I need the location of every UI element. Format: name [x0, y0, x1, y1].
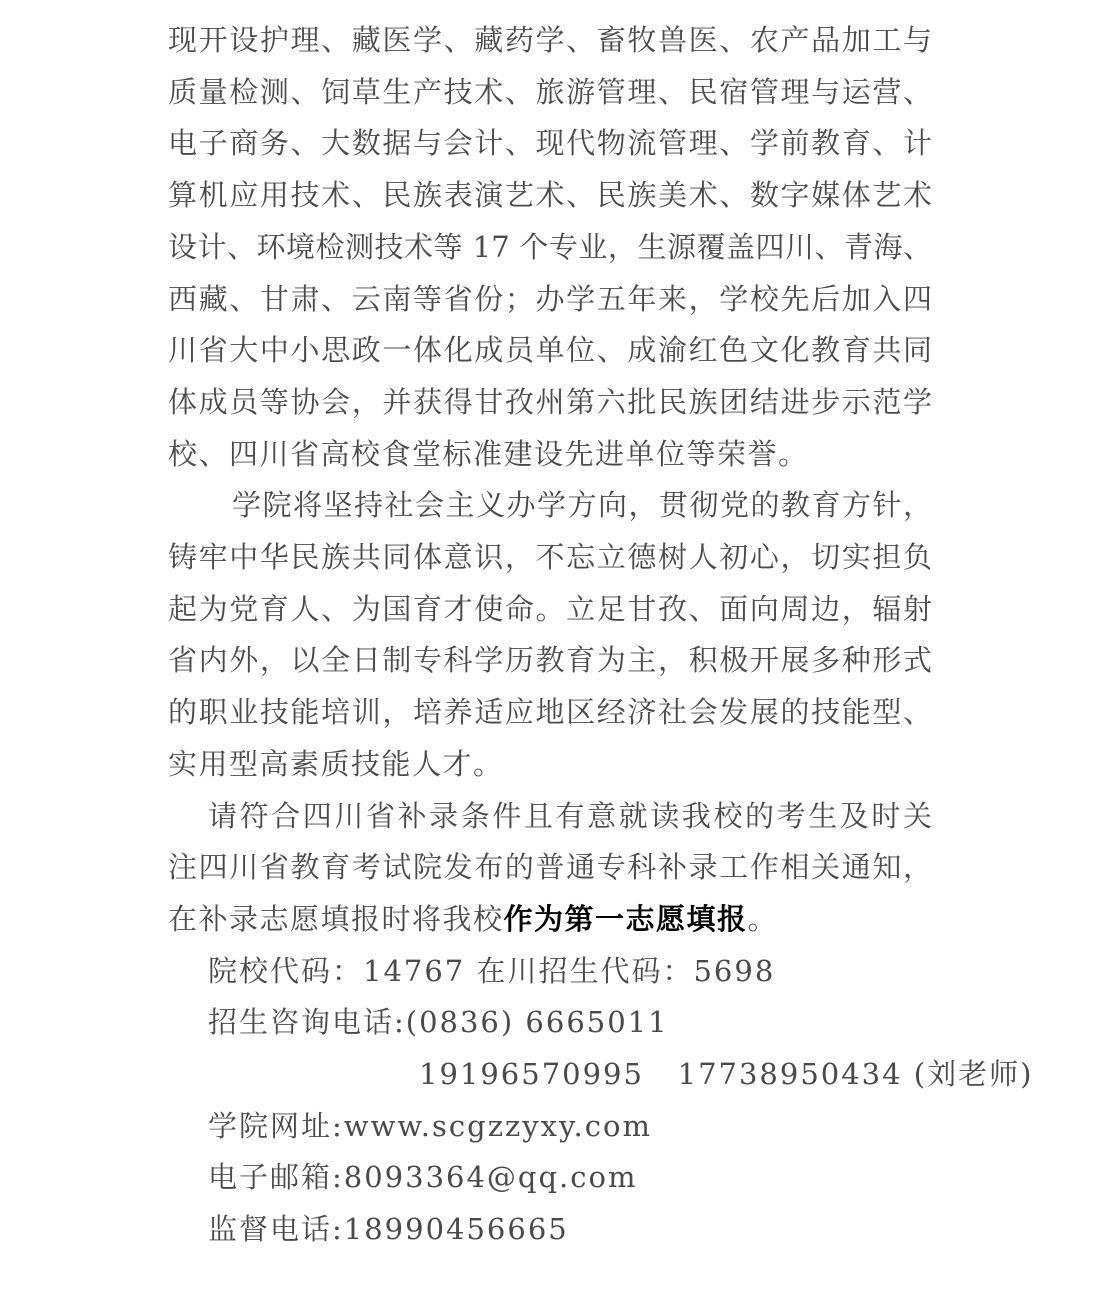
paragraph1-line: 西藏、甘肃、云南等省份；办学五年来，学校先后加入四: [168, 281, 932, 316]
paragraph2-line: 实用型高素质技能人才。: [168, 746, 504, 781]
paragraph3-emphasis: 作为第一志愿填报: [503, 901, 748, 936]
paragraph2-line: 学院将坚持社会主义办学方向，贯彻党的教育方针，: [232, 488, 932, 523]
paragraph2-line: 的职业技能培训，培养适应地区经济社会发展的技能型、: [168, 695, 932, 730]
paragraph3-period: 。: [747, 901, 779, 936]
paragraph2-line: 铸牢中华民族共同体意识，不忘立德树人初心，切实担负: [168, 540, 932, 574]
paragraph1-line: 川省大中小思政一体化成员单位、成渝红色文化教育共同: [168, 333, 932, 368]
paragraph1-line: 电子商务、大数据与会计、现代物流管理、学前教育、计: [168, 126, 932, 161]
paragraph1-line: 校、四川省高校食堂标准建设先进单位等荣誉。: [168, 436, 809, 471]
school-code: 院校代码：14767 在川招生代码：5698: [208, 953, 776, 988]
paragraph1-line: 现开设护理、藏医学、藏药学、畜牧兽医、农产品加工与: [168, 23, 932, 57]
paragraph3-text: 在补录志愿填报时将我校: [168, 901, 504, 936]
admissions-phone-more: 19196570995 17738950434 (刘老师): [419, 1057, 1034, 1091]
paragraph3-line: 注四川省教育考试院发布的普通专科补录工作相关通知，: [168, 850, 932, 885]
website: 学院网址:www.scgzzyxy.com: [208, 1108, 652, 1143]
admissions-phone: 招生咨询电话:(0836) 6665011: [208, 1005, 669, 1040]
paragraph2-line: 省内外，以全日制专科学历教育为主，积极开展多种形式: [168, 643, 932, 678]
paragraph1-line: 体成员等协会，并获得甘孜州第六批民族团结进步示范学: [168, 384, 932, 419]
paragraph1-line: 设计、环境检测技术等 17 个专业，生源覆盖四川、青海、: [168, 229, 932, 264]
email: 电子邮箱:8093364@qq.com: [208, 1160, 638, 1195]
supervision-phone: 监督电话:18990456665: [208, 1212, 569, 1247]
paragraph3-line: [168, 893, 778, 945]
paragraph1-line: 算机应用技术、民族表演艺术、民族美术、数字媒体艺术: [168, 178, 932, 213]
paragraph1-line: 质量检测、饲草生产技术、旅游管理、民宿管理与运营、: [168, 74, 932, 109]
paragraph3-line: 请符合四川省补录条件且有意就读我校的考生及时关: [208, 798, 932, 833]
paragraph2-line: 起为党育人、为国育才使命。立足甘孜、面向周边，辐射: [168, 591, 932, 626]
